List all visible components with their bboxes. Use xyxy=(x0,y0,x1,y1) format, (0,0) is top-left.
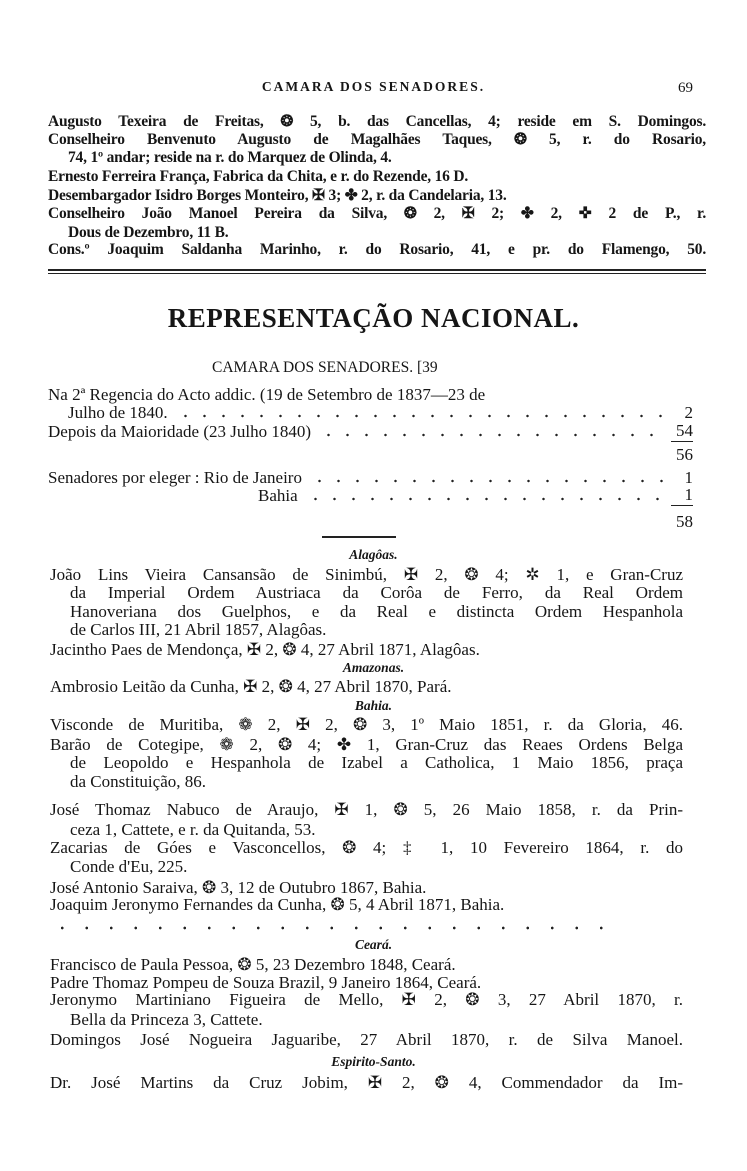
summary-label: Julho de 1840. xyxy=(68,403,168,422)
summary-row xyxy=(68,403,693,423)
entry-line: Conselheiro Benvenuto Augusto de Magalhães Taques, ❂ 5, r. do Rosario, xyxy=(48,131,706,148)
entry-line: de Leopoldo e Hespanhola de Izabel a Catholica, 1 Maio 1856, praça xyxy=(70,753,683,772)
dot-leader xyxy=(306,497,665,501)
entry-line: José Antonio Saraiva, ❂ 3, 12 de Outubro 1867, Bahia. xyxy=(50,878,427,897)
summary-row xyxy=(48,422,693,442)
running-head: CAMARA DOS SENADORES. xyxy=(261,79,486,94)
entry-line: de Carlos III, 21 Abril 1857, Alagôas. xyxy=(70,620,327,639)
double-rule-top xyxy=(48,269,706,271)
summary-label: Senadores por eleger : Rio de Janeiro xyxy=(48,468,302,487)
subtitle: CAMARA DOS SENADORES. [39 xyxy=(212,359,438,376)
entry-line: Hanoveriana dos Guelphos, e da Real e distincta Ordem Hespanhola xyxy=(70,602,683,621)
double-rule-bottom xyxy=(48,273,706,274)
entry-line: João Lins Vieira Cansansão de Sinimbú, ✠ 2, ❂ 4; ✲ 1, e Gran-Cruz xyxy=(50,565,683,584)
summary-value: 1 xyxy=(671,485,693,506)
province-heading: Espirito-Santo. xyxy=(331,1054,416,1069)
entry-line: Jacintho Paes de Mendonça, ✠ 2, ❂ 4, 27 Abril 1871, Alagôas. xyxy=(50,640,480,659)
dot-leader xyxy=(176,414,665,418)
province-heading: Alagôas. xyxy=(349,547,398,562)
entry-line: Barão de Cotegipe, ❁ 2, ❂ 4; ✤ 1, Gran-Cruz das Reaes Ordens Belga xyxy=(50,735,683,754)
entry-line: José Thomaz Nabuco de Araujo, ✠ 1, ❂ 5, 26 Maio 1858, r. da Prin- xyxy=(50,800,683,819)
entry-line: Dous de Dezembro, 11 B. xyxy=(68,224,229,241)
entry-line: Ernesto Ferreira França, Fabrica da Chita, e r. do Rezende, 16 D. xyxy=(48,168,469,185)
summary-row xyxy=(48,468,693,488)
entry-line: Ambrosio Leitão da Cunha, ✠ 2, ❂ 4, 27 Abril 1870, Pará. xyxy=(50,677,452,696)
entry-line: Padre Thomaz Pompeu de Souza Brazil, 9 Janeiro 1864, Ceará. xyxy=(50,973,482,992)
entry-line: Visconde de Muritiba, ❁ 2, ✠ 2, ❂ 3, 1º Maio 1851, r. da Gloria, 46. xyxy=(50,715,683,734)
entry-line: Desembargador Isidro Borges Monteiro, ✠ 3; ✤ 2, r. da Candelaria, 13. xyxy=(48,187,507,204)
summary-total: 58 xyxy=(676,512,693,531)
summary-value: 1 xyxy=(684,468,693,487)
entry-line: ceza 1, Cattete, e r. da Quitanda, 53. xyxy=(70,820,316,839)
entry-line: Bella da Princeza 3, Cattete. xyxy=(70,1010,263,1029)
dot-leader xyxy=(319,433,665,437)
summary-line: Na 2ª Regencia do Acto addic. (19 de Setembro de 1837—23 de xyxy=(48,385,486,404)
entry-line: Jeronymo Martiniano Figueira de Mello, ✠ 2, ❂ 3, 27 Abril 1870, r. xyxy=(50,990,683,1009)
summary-label: Depois da Maioridade (23 Julho 1840) xyxy=(48,422,311,441)
summary-label: Bahia xyxy=(258,486,298,505)
province-heading: Ceará. xyxy=(354,937,393,952)
entry-line: Francisco de Paula Pessoa, ❂ 5, 23 Dezembro 1848, Ceará. xyxy=(50,955,456,974)
entry-line: Joaquim Jeronymo Fernandes da Cunha, ❂ 5, 4 Abril 1871, Bahia. xyxy=(50,895,505,914)
dot-leader xyxy=(310,479,665,483)
summary-row xyxy=(258,486,693,506)
entry-line: Zacarias de Góes e Vasconcellos, ❂ 4; ‡ 1, 10 Fevereiro 1864, r. do xyxy=(50,838,683,857)
dotted-separator xyxy=(50,926,610,930)
province-heading: Amazonas. xyxy=(342,660,405,675)
section-title: REPRESENTAÇÃO NACIONAL. xyxy=(167,303,580,333)
entry-line: da Constituição, 86. xyxy=(70,772,206,791)
page-number: 69 xyxy=(678,80,693,96)
entry-line: 74, 1º andar; reside na r. do Marquez de Olinda, 4. xyxy=(68,149,392,166)
province-heading: Bahia. xyxy=(354,698,393,713)
short-rule xyxy=(322,536,396,538)
summary-value: 54 xyxy=(671,421,693,442)
entry-line: Conselheiro João Manoel Pereira da Silva, ❂ 2, ✠ 2; ✤ 2, ✜ 2 de P., r. xyxy=(48,205,706,222)
entry-line: Cons.º Joaquim Saldanha Marinho, r. do Rosario, 41, e pr. do Flamengo, 50. xyxy=(48,241,706,258)
entry-line: Augusto Texeira de Freitas, ❂ 5, b. das Cancellas, 4; reside em S. Domingos. xyxy=(48,113,706,130)
summary-subtotal: 56 xyxy=(676,445,693,464)
entry-line: Domingos José Nogueira Jaguaribe, 27 Abril 1870, r. de Silva Manoel. xyxy=(50,1030,683,1049)
entry-line: Conde d'Eu, 225. xyxy=(70,857,188,876)
summary-value: 2 xyxy=(684,403,693,422)
entry-line: Dr. José Martins da Cruz Jobim, ✠ 2, ❂ 4, Commendador da Im- xyxy=(50,1073,683,1092)
entry-line: da Imperial Ordem Austriaca da Corôa de Ferro, da Real Ordem xyxy=(70,583,683,602)
